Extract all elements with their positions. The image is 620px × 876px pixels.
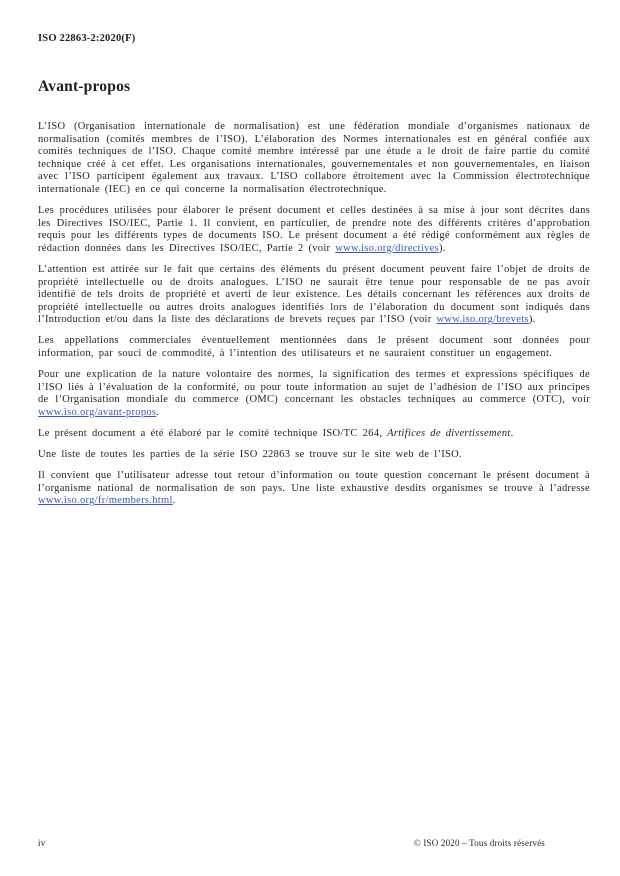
text-run: Les appellations commerciales éventuellement mentionnées dans le présent document sont données pour information, par souci de commodité, à l’intention des utilisateurs et ne sauraient constituer un engagement. [38, 335, 590, 359]
text-run: . [156, 406, 160, 418]
text-run: Le présent document a été élaboré par le comité technique ISO/TC 264, [38, 427, 388, 439]
text-run: Il convient que l’utilisateur adresse tout retour d’information ou toute question concernant le présent document à l’organisme national de normalisation de son pays. Une liste exhaustive desdits organismes se trouve à l’adresse [38, 470, 590, 494]
foreword-paragraph-7 [38, 449, 590, 462]
foreword-paragraph-5 [38, 369, 590, 419]
text-run: L’attention est attirée sur le fait que certains des éléments du présent document peuvent faire l’objet de droits de propriété intellectuelle ou de droits analogues. L’ISO ne saurait être tenue pour responsable de ne pas avoir identifié de tels droits de propriété et averti de leur existence. Les détails concernant les références aux droits de propriété intellectuelle ou autres droits analogues identifiés lors de l’élaboration du document sont indiqués dans l’Introduction et/ou dans la liste des déclarations de brevets reçues par l’ISO (voir [38, 263, 590, 326]
text-run: . [510, 427, 514, 439]
foreword-paragraph-6 [38, 428, 590, 441]
foreword-paragraph-2 [38, 205, 590, 255]
page-title: Avant-propos [38, 78, 131, 95]
hyperlink[interactable]: www.iso.org/fr/members.html [38, 495, 173, 507]
text-run: ). [528, 314, 536, 326]
foreword-paragraph-1 [38, 121, 590, 197]
emphasized-text: Artifices de divertissement [387, 427, 511, 439]
text-run: Pour une explication de la nature volontaire des normes, la signification des termes et expressions spécifiques de l’ISO liés à l’évaluation de la conformité, ou pour toute information au sujet de l’adhésion de l’ISO aux principes de l’Organisation mondiale du commerce (OMC) concernant les obstacles techniques au commerce (OTC), voir [38, 369, 590, 406]
text-run: . [172, 495, 176, 507]
page-footer [38, 838, 545, 848]
hyperlink[interactable]: www.iso.org/avant-propos [38, 406, 157, 418]
copyright-notice: © ISO 2020 – Tous droits réservés [413, 838, 545, 848]
text-run: L’ISO (Organisation internationale de normalisation) est une fédération mondiale d’organismes nationaux de normalisation (comités membres de l’ISO). L’élaboration des Normes internationales est en général confiée aux comités techniques de l’ISO. Chaque comité membre intéressé par une étude a le droit de faire partie du comité technique créé à cet effet. Les organisations internationales, gouvernementales et non gouvernementales, en liaison avec l’ISO participent également aux travaux. L’ISO collabore étroitement avec la Commission électrotechnique internationale (IEC) en ce qui concerne la normalisation électrotechnique. [38, 121, 590, 195]
text-run: Les procédures utilisées pour élaborer le présent document et celles destinées à sa mise à jour sont décrites dans les Directives ISO/IEC, Partie 1. Il convient, en particulier, de prendre note des différents critères d’approbation requis pour les différents types de documents ISO. Le présent document a été rédigé conformément aux règles de rédaction données dans les Directives ISO/IEC, Partie 2 (voir [38, 205, 590, 254]
page-number: iv [38, 838, 46, 848]
text-run: ). [439, 242, 446, 254]
hyperlink[interactable]: www.iso.org/brevets [436, 314, 529, 326]
hyperlink[interactable]: www.iso.org/directives [335, 242, 439, 254]
foreword-paragraph-4 [38, 335, 590, 360]
foreword-paragraph-8 [38, 470, 590, 508]
text-run: Une liste de toutes les parties de la série ISO 22863 se trouve sur le site web de l’ISO. [38, 449, 462, 461]
foreword-paragraph-3 [38, 264, 590, 327]
document-body [38, 121, 590, 516]
document-reference: ISO 22863-2:2020(F) [38, 33, 136, 44]
